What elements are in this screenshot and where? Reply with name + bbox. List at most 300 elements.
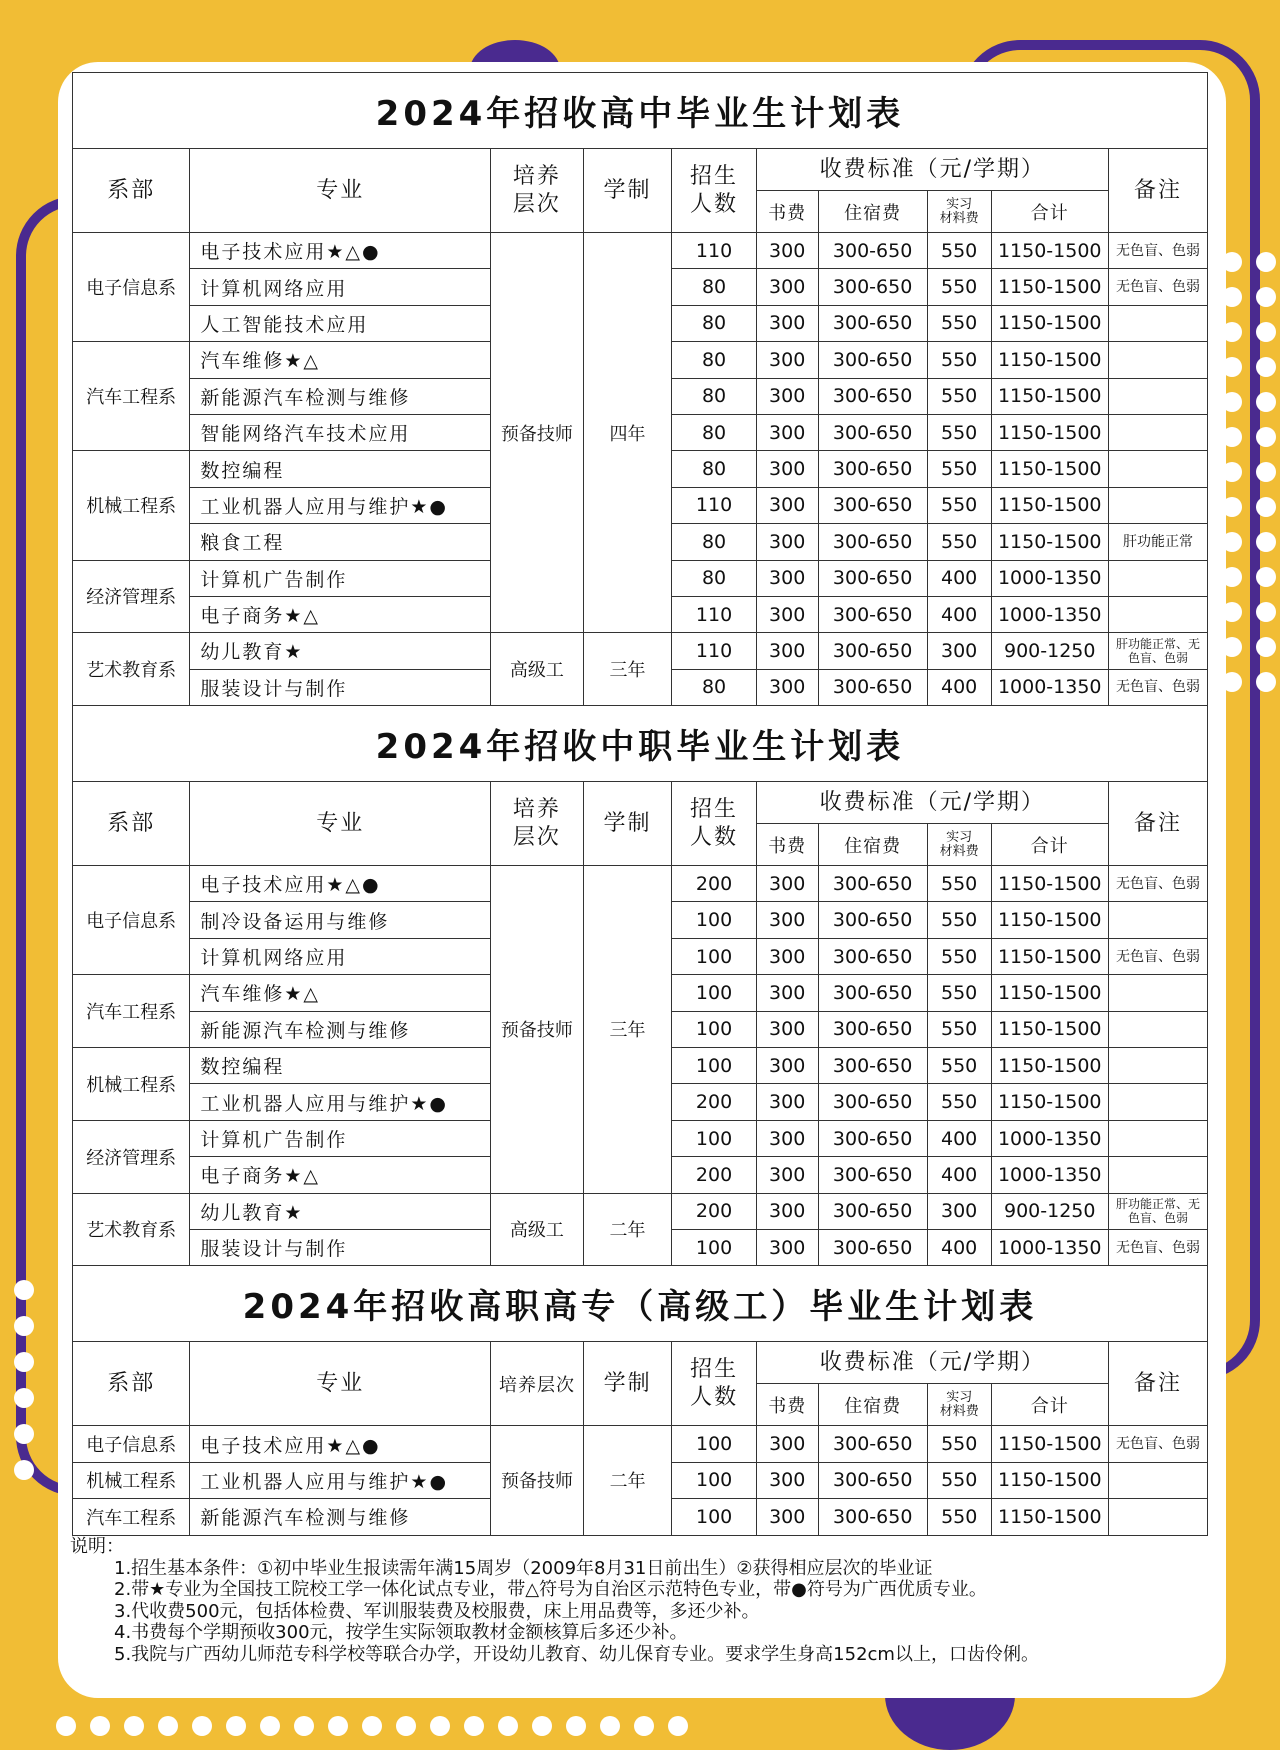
material-cell: 300 [927,1193,991,1229]
header-dorm: 住宿费 [818,1384,927,1426]
total-cell: 1000-1350 [991,1229,1108,1265]
header-major: 专业 [190,782,491,866]
enroll-cell: 100 [672,1426,756,1462]
major-cell: 智能网络汽车技术应用 [190,414,491,450]
header-books: 书费 [756,1384,818,1426]
table-title: 2024年招收高职高专（高级工）毕业生计划表 [73,1266,1208,1342]
header-material-line1: 实习 [946,829,973,845]
remark-cell [1108,1084,1207,1120]
enroll-cell: 100 [672,975,756,1011]
remark-cell [1108,414,1207,450]
enroll-cell: 100 [672,1229,756,1265]
total-cell: 1150-1500 [991,1462,1108,1498]
dorm-cell: 300-650 [818,269,927,305]
books-cell: 300 [756,669,818,705]
white-dot [1256,287,1276,307]
header-dept: 系部 [73,149,190,233]
material-cell: 550 [927,524,991,560]
total-cell: 1150-1500 [991,866,1108,902]
remark-cell: 无色盲、色弱 [1108,269,1207,305]
white-dot [1256,427,1276,447]
remark-cell [1108,596,1207,632]
major-cell: 电子商务★△ [190,1157,491,1193]
table-title: 2024年招收中职毕业生计划表 [73,706,1208,782]
books-cell: 300 [756,866,818,902]
remark-cell [1108,1048,1207,1084]
major-cell: 电子技术应用★△● [190,1426,491,1462]
white-dot [14,1316,34,1336]
plan-table [72,1265,1208,1535]
books-cell: 300 [756,1011,818,1047]
enroll-cell: 80 [672,305,756,341]
plan-table [72,705,1208,1266]
books-cell: 300 [756,1157,818,1193]
white-dot [1256,637,1276,657]
major-cell: 工业机器人应用与维护★● [190,1462,491,1498]
table-row [73,1426,1208,1462]
enroll-cell: 100 [672,902,756,938]
remark-cell [1108,1157,1207,1193]
table-row [73,866,1208,902]
white-dot [124,1716,144,1736]
header-major: 专业 [190,1342,491,1426]
remark-cell: 肝功能正常、无色盲、色弱 [1108,633,1207,669]
books-cell: 300 [756,1462,818,1498]
dorm-cell: 300-650 [818,1084,927,1120]
major-cell: 人工智能技术应用 [190,305,491,341]
white-dot [14,1424,34,1444]
major-cell: 数控编程 [190,1048,491,1084]
total-cell: 1150-1500 [991,233,1108,269]
dorm-cell: 300-650 [818,1157,927,1193]
header-remark: 备注 [1108,149,1207,233]
major-cell: 电子商务★△ [190,596,491,632]
header-dorm: 住宿费 [818,191,927,233]
books-cell: 300 [756,451,818,487]
books-cell: 300 [756,596,818,632]
major-cell: 服装设计与制作 [190,1229,491,1265]
enroll-cell: 80 [672,414,756,450]
table-row [73,1193,1208,1229]
material-cell: 550 [927,1499,991,1535]
header-years: 学制 [583,1342,672,1426]
dept-cell: 经济管理系 [73,560,190,633]
enroll-cell: 80 [672,669,756,705]
level-cell: 高级工 [491,1193,584,1266]
dept-cell: 机械工程系 [73,1048,190,1121]
total-cell: 900-1250 [991,633,1108,669]
header-fee: 收费标准（元/学期） [756,1342,1108,1384]
books-cell: 300 [756,1048,818,1084]
table-title: 2024年招收高中毕业生计划表 [73,73,1208,149]
note-item-3: 3.代收费500元，包括体检费、军训服装费及校服费，床上用品费等，多还少补。 [114,1600,760,1622]
enroll-cell: 100 [672,1462,756,1498]
header-enroll-line2: 人数 [690,1384,739,1410]
header-material-line2: 材料费 [939,210,979,226]
level-cell: 高级工 [491,633,584,706]
header-material-line2: 材料费 [939,843,979,859]
enroll-cell: 80 [672,560,756,596]
header-level-line1: 培养 [512,163,561,189]
note-item-1: 1.招生基本条件：①初中毕业生报读需年满15周岁（2009年8月31日前出生）②获得相应层次的毕业证 [114,1557,933,1579]
note-item-4: 4.书费每个学期预收300元，按学生实际领取教材金额核算后多还少补。 [114,1622,688,1643]
major-cell: 工业机器人应用与维护★● [190,1084,491,1120]
dorm-cell: 300-650 [818,902,927,938]
note-item-2: 2.带★专业为全国技工院校工学一体化试点专业，带△符号为自治区示范特色专业，带●符号为广西优质专业。 [114,1579,987,1600]
white-dot [1256,602,1276,622]
white-dot [1256,252,1276,272]
dorm-cell: 300-650 [818,414,927,450]
header-enroll [672,149,756,233]
dorm-cell: 300-650 [818,596,927,632]
books-cell: 300 [756,560,818,596]
dorm-cell: 300-650 [818,305,927,341]
years-cell: 三年 [583,633,672,706]
dept-cell: 艺术教育系 [73,1193,190,1266]
material-cell: 550 [927,938,991,974]
major-cell: 服装设计与制作 [190,669,491,705]
header-years: 学制 [583,149,672,233]
material-cell: 400 [927,560,991,596]
header-level-line2: 层次 [512,824,561,850]
header-total: 合计 [991,1384,1108,1426]
white-dot [1256,392,1276,412]
header-dept: 系部 [73,782,190,866]
remark-cell [1108,342,1207,378]
enroll-cell: 80 [672,342,756,378]
header-total: 合计 [991,824,1108,866]
white-dot [362,1716,382,1736]
dept-cell: 电子信息系 [73,1426,190,1462]
total-cell: 1150-1500 [991,1426,1108,1462]
enroll-cell: 200 [672,1084,756,1120]
white-dot [396,1716,416,1736]
white-dot [634,1716,654,1736]
enroll-cell: 100 [672,1011,756,1047]
total-cell: 1150-1500 [991,1084,1108,1120]
white-dot [532,1716,552,1736]
header-dept: 系部 [73,1342,190,1426]
material-cell: 550 [927,342,991,378]
enroll-cell: 110 [672,487,756,523]
header-material-line1: 实习 [946,1389,973,1405]
total-cell: 1000-1350 [991,1120,1108,1156]
dept-cell: 艺术教育系 [73,633,190,706]
total-cell: 1150-1500 [991,1048,1108,1084]
notes-section [70,1536,1210,1665]
white-dot [1256,462,1276,482]
total-cell: 1150-1500 [991,938,1108,974]
total-cell: 1150-1500 [991,1011,1108,1047]
white-dot [1256,532,1276,552]
remark-cell [1108,451,1207,487]
white-dot [328,1716,348,1736]
header-material [927,191,991,233]
dorm-cell: 300-650 [818,1426,927,1462]
material-cell: 550 [927,451,991,487]
material-cell: 550 [927,1048,991,1084]
major-cell: 电子技术应用★△● [190,866,491,902]
total-cell: 1150-1500 [991,451,1108,487]
total-cell: 1000-1350 [991,1157,1108,1193]
books-cell: 300 [756,902,818,938]
header-level: 培养层次 [491,1342,584,1426]
material-cell: 550 [927,902,991,938]
header-level-line1: 培养 [512,796,561,822]
dept-cell: 机械工程系 [73,451,190,560]
material-cell: 550 [927,1011,991,1047]
dept-cell: 汽车工程系 [73,975,190,1048]
white-dot [14,1388,34,1408]
white-dot [498,1716,518,1736]
material-cell: 400 [927,1157,991,1193]
white-dot [226,1716,246,1736]
major-cell: 计算机广告制作 [190,1120,491,1156]
material-cell: 550 [927,269,991,305]
white-dot [1256,567,1276,587]
dorm-cell: 300-650 [818,342,927,378]
white-dot [566,1716,586,1736]
material-cell: 300 [927,633,991,669]
plan-table [72,72,1208,706]
major-cell: 制冷设备运用与维修 [190,902,491,938]
dorm-cell: 300-650 [818,633,927,669]
books-cell: 300 [756,1193,818,1229]
dorm-cell: 300-650 [818,233,927,269]
material-cell: 550 [927,975,991,1011]
total-cell: 1150-1500 [991,487,1108,523]
remark-cell [1108,378,1207,414]
material-cell: 400 [927,1120,991,1156]
material-cell: 550 [927,1084,991,1120]
books-cell: 300 [756,1426,818,1462]
header-material [927,824,991,866]
white-dot [430,1716,450,1736]
dorm-cell: 300-650 [818,975,927,1011]
total-cell: 1150-1500 [991,269,1108,305]
dorm-cell: 300-650 [818,1120,927,1156]
header-enroll-line2: 人数 [690,191,739,217]
books-cell: 300 [756,1229,818,1265]
dorm-cell: 300-650 [818,1229,927,1265]
white-dot [158,1716,178,1736]
white-dot [464,1716,484,1736]
white-dot [260,1716,280,1736]
major-cell: 计算机网络应用 [190,269,491,305]
header-level [491,782,584,866]
material-cell: 400 [927,669,991,705]
total-cell: 1150-1500 [991,305,1108,341]
total-cell: 1150-1500 [991,342,1108,378]
enroll-cell: 100 [672,938,756,974]
remark-cell: 无色盲、色弱 [1108,669,1207,705]
remark-cell [1108,902,1207,938]
header-material [927,1384,991,1426]
dept-cell: 经济管理系 [73,1120,190,1193]
years-cell: 二年 [583,1426,672,1535]
major-cell: 新能源汽车检测与维修 [190,1011,491,1047]
white-dot [600,1716,620,1736]
level-cell: 预备技师 [491,233,584,633]
enroll-cell: 200 [672,866,756,902]
dorm-cell: 300-650 [818,1462,927,1498]
header-dorm: 住宿费 [818,824,927,866]
header-years: 学制 [583,782,672,866]
enroll-cell: 80 [672,524,756,560]
remark-cell: 无色盲、色弱 [1108,866,1207,902]
enroll-cell: 200 [672,1157,756,1193]
dorm-cell: 300-650 [818,1048,927,1084]
remark-cell [1108,1120,1207,1156]
books-cell: 300 [756,633,818,669]
enroll-cell: 80 [672,269,756,305]
white-dot [1256,357,1276,377]
remark-cell [1108,1011,1207,1047]
white-dot [294,1716,314,1736]
remark-cell: 无色盲、色弱 [1108,938,1207,974]
header-material-line2: 材料费 [939,1403,979,1419]
header-enroll-line1: 招生 [690,163,739,189]
books-cell: 300 [756,975,818,1011]
dept-cell: 电子信息系 [73,866,190,975]
material-cell: 550 [927,1426,991,1462]
header-enroll-line1: 招生 [690,796,739,822]
major-cell: 电子技术应用★△● [190,233,491,269]
remark-cell [1108,560,1207,596]
major-cell: 新能源汽车检测与维修 [190,1499,491,1535]
total-cell: 1000-1350 [991,596,1108,632]
material-cell: 550 [927,305,991,341]
years-cell: 三年 [583,866,672,1194]
level-cell: 预备技师 [491,866,584,1194]
table-row [73,633,1208,669]
header-books: 书费 [756,824,818,866]
header-fee: 收费标准（元/学期） [756,149,1108,191]
material-cell: 550 [927,414,991,450]
dorm-cell: 300-650 [818,1011,927,1047]
dorm-cell: 300-650 [818,1499,927,1535]
books-cell: 300 [756,1120,818,1156]
enroll-cell: 80 [672,378,756,414]
total-cell: 900-1250 [991,1193,1108,1229]
total-cell: 1150-1500 [991,975,1108,1011]
total-cell: 1150-1500 [991,378,1108,414]
books-cell: 300 [756,378,818,414]
major-cell: 汽车维修★△ [190,342,491,378]
header-material-line1: 实习 [946,196,973,212]
dept-cell: 电子信息系 [73,233,190,342]
books-cell: 300 [756,269,818,305]
books-cell: 300 [756,1084,818,1120]
dorm-cell: 300-650 [818,487,927,523]
major-cell: 数控编程 [190,451,491,487]
header-level [491,149,584,233]
enroll-cell: 100 [672,1048,756,1084]
enroll-cell: 110 [672,233,756,269]
notes-label: 说明： [70,1536,124,1557]
books-cell: 300 [756,524,818,560]
major-cell: 粮食工程 [190,524,491,560]
dept-cell: 汽车工程系 [73,1499,190,1535]
remark-cell [1108,487,1207,523]
years-cell: 二年 [583,1193,672,1266]
material-cell: 550 [927,378,991,414]
white-dot [56,1716,76,1736]
white-dot [90,1716,110,1736]
enroll-cell: 200 [672,1193,756,1229]
total-cell: 1150-1500 [991,902,1108,938]
header-major: 专业 [190,149,491,233]
remark-cell: 肝功能正常、无色盲、色弱 [1108,1193,1207,1229]
white-dot [192,1716,212,1736]
material-cell: 550 [927,487,991,523]
dorm-cell: 300-650 [818,451,927,487]
total-cell: 1000-1350 [991,669,1108,705]
level-cell: 预备技师 [491,1426,584,1535]
dorm-cell: 300-650 [818,669,927,705]
white-dot [14,1352,34,1372]
dorm-cell: 300-650 [818,938,927,974]
white-dot [668,1716,688,1736]
enroll-cell: 80 [672,451,756,487]
header-total: 合计 [991,191,1108,233]
books-cell: 300 [756,414,818,450]
enroll-cell: 100 [672,1120,756,1156]
major-cell: 幼儿教育★ [190,1193,491,1229]
major-cell: 汽车维修★△ [190,975,491,1011]
dorm-cell: 300-650 [818,560,927,596]
enroll-cell: 100 [672,1499,756,1535]
header-enroll [672,782,756,866]
material-cell: 400 [927,596,991,632]
enroll-cell: 110 [672,596,756,632]
remark-cell [1109,1462,1208,1498]
white-dot [14,1280,34,1300]
books-cell: 300 [756,233,818,269]
books-cell: 300 [756,1499,818,1535]
books-cell: 300 [756,305,818,341]
total-cell: 1150-1500 [991,414,1108,450]
books-cell: 300 [756,342,818,378]
remark-cell: 无色盲、色弱 [1108,233,1207,269]
books-cell: 300 [756,938,818,974]
plan-tables [72,72,1208,1536]
table-row [73,233,1208,269]
major-cell: 工业机器人应用与维护★● [190,487,491,523]
remark-cell: 无色盲、色弱 [1109,1426,1208,1462]
major-cell: 计算机网络应用 [190,938,491,974]
dorm-cell: 300-650 [818,524,927,560]
total-cell: 1150-1500 [991,1499,1108,1535]
header-books: 书费 [756,191,818,233]
header-enroll-line1: 招生 [690,1356,739,1382]
dorm-cell: 300-650 [818,378,927,414]
dept-cell: 汽车工程系 [73,342,190,451]
header-remark: 备注 [1108,782,1207,866]
white-dot [1256,497,1276,517]
note-item-5: 5.我院与广西幼儿师范专科学校等联合办学，开设幼儿教育、幼儿保育专业。要求学生身高152cm以上，口齿伶俐。 [114,1643,1039,1665]
header-remark: 备注 [1109,1342,1208,1426]
major-cell: 新能源汽车检测与维修 [190,378,491,414]
enroll-cell: 110 [672,633,756,669]
total-cell: 1000-1350 [991,560,1108,596]
dept-cell: 机械工程系 [73,1462,190,1498]
total-cell: 1150-1500 [991,524,1108,560]
remark-cell [1108,305,1207,341]
remark-cell [1108,975,1207,1011]
remark-cell: 肝功能正常 [1108,524,1207,560]
major-cell: 幼儿教育★ [190,633,491,669]
